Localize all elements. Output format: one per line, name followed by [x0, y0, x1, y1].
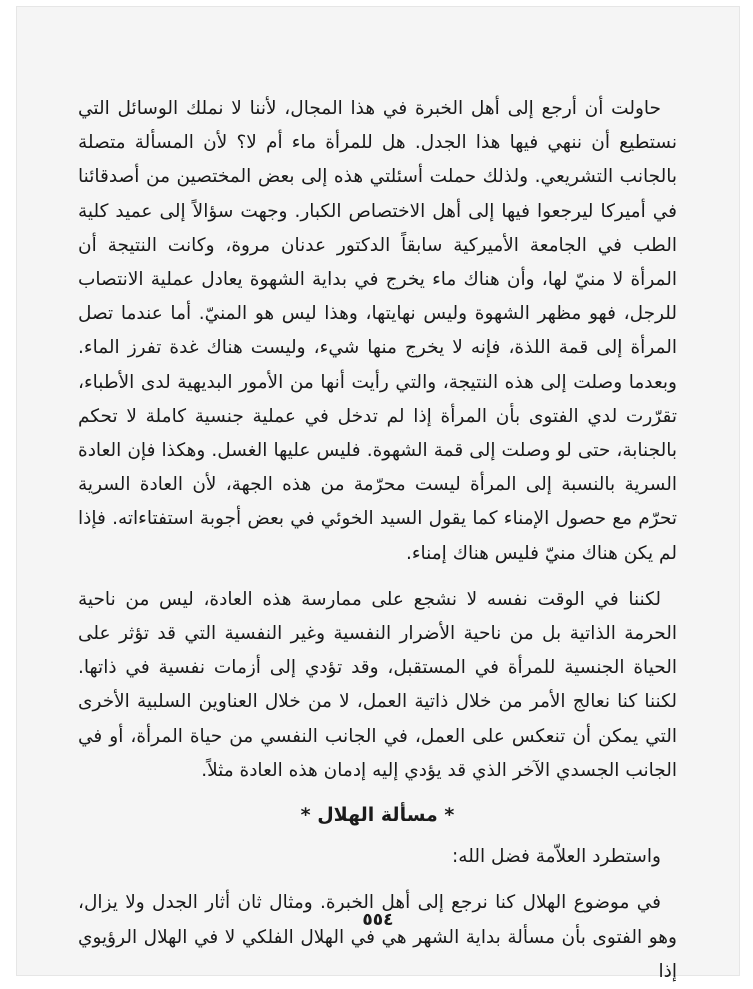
- paragraph: لكننا في الوقت نفسه لا نشجع على ممارسة هذه العادة، ليس من ناحية الحرمة الذاتية بل من ناحية الأضرار النفسية وغير النفسية التي قد تؤثر على الحياة الجنسية للمرأة في المستقبل، وقد تؤدي إلى أزمات نفسية في ذاتها. لكننا كنا نعالج الأمر من خلال ذاتية العمل، لا من خلال العناوين السلبية الأخرى التي يمكن أن تنعكس على العمل، في الجانب النفسي من حياة المرأة، أو في الجانب الجسدي الآخر الذي قد يؤدي إليه إدمان هذه العادة مثلاً.: [78, 588, 677, 781]
- paragraph: في موضوع الهلال كنا نرجع إلى أهل الخبرة. ومثال ثان أثار الجدل ولا يزال، وهو الفتوى بأن مسألة بداية الشهر هي في الهلال الفلكي لا في الهلال الرؤيوي إذا: [78, 892, 677, 982]
- book-page: [16, 6, 740, 982]
- body-text: [78, 92, 677, 989]
- paragraph: حاولت أن أرجع إلى أهل الخبرة في هذا المجال، لأننا لا نملك الوسائل التي نستطيع أن ننهي فيها هذا الجدل. هل للمرأة ماء أم لا؟ لأن المسألة متصلة بالجانب التشريعي. ولذلك حملت أسئلتي هذه إلى بعض المختصين من أصدقائنا في أميركا ليرجعوا فيها إلى أهل الاختصاص الكبار. وجهت سؤالاً إلى عميد كلية الطب في الجامعة الأميركية سابقاً الدكتور عدنان مروة، وكانت النتيجة أن المرأة لا منيّ لها، وأن هناك ماء يخرج في بداية الشهوة يعادل عملية الانتصاب للرجل، فهو مظهر الشهوة وليس نهايتها، وهذا ليس هو المنيّ. أما عندما تصل المرأة إلى قمة اللذة، فإنه لا يخرج منها شيء، وليست هناك غدة تفرز الماء. وبعدما وصلت إلى هذه النتيجة، والتي رأيت أنها من الأمور البديهية لدى الأطباء، تقرّرت لدي الفتوى بأن المرأة إذا لم تدخل في عملية جنسية كاملة لا تحكم بالجنابة، حتى لو وصلت إلى قمة الشهوة. فليس عليها الغسل. وهكذا فإن العادة السرية بالنسبة إلى المرأة ليست محرّمة من هذه الجهة، لأن العادة السرية تحرّم مع حصول الإمناء كما يقول السيد الخوئي في بعض أجوبة استفتاءاته. فإذا لم يكن هناك منيّ فليس هناك إمناء.: [78, 98, 677, 564]
- page-number: ٥٥٤: [362, 910, 394, 930]
- section-heading: * مسألة الهلال *: [300, 804, 455, 827]
- paragraph: واستطرد العلاّمة فضل الله:: [452, 846, 661, 868]
